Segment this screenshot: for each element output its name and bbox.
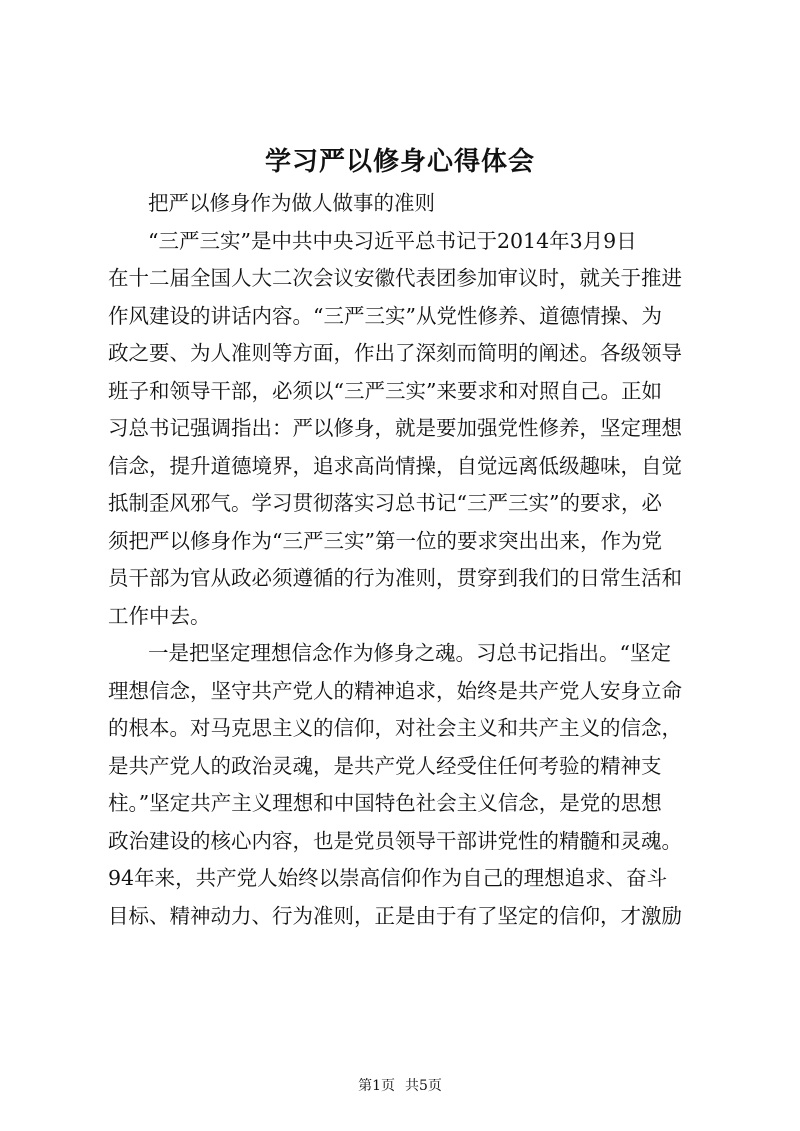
paragraph-line: 信念，提升道德境界，追求高尚情操，自觉远离低级趣味，自觉: [108, 453, 682, 478]
paragraph-line: 作风建设的讲话内容。“三严三实”从党性修养、道德情操、为: [108, 303, 662, 328]
paragraph-line: 班子和领导干部，必须以“三严三实”来要求和对照自己。正如: [108, 378, 662, 403]
page-number: 第1页: [358, 1078, 395, 1094]
paragraph-line: 柱。”坚定共产主义理想和中国特色社会主义信念，是党的思想: [108, 791, 662, 815]
paragraph-line: 政之要、为人准则等方面，作出了深刻而简明的阐述。各级领导: [108, 341, 682, 365]
paragraph-line: 理想信念，坚守共产党人的精神追求，始终是共产党人安身立命: [108, 678, 682, 703]
paragraph-line: 政治建设的核心内容，也是党员领导干部讲党性的精髓和灵魂。: [108, 828, 682, 853]
paragraph-line: 目标、精神动力、行为准则，正是由于有了坚定的信仰，才激励: [108, 903, 682, 928]
paragraph-line: 94年来，共产党人始终以崇高信仰作为自己的理想追求、奋斗: [108, 866, 668, 890]
subtitle-line: 把严以修身作为做人做事的准则: [148, 191, 435, 215]
paragraph-line: 一是把坚定理想信念作为修身之魂。习总书记指出。“坚定: [148, 641, 671, 665]
document-body: [108, 185, 708, 935]
page-total: 共5页: [405, 1078, 442, 1094]
paragraph-line: 员干部为官从政必须遵循的行为准则，贯穿到我们的日常生活和: [108, 566, 682, 590]
paragraph-line: 的根本。对马克思主义的信仰，对社会主义和共产主义的信念，: [108, 716, 682, 740]
paragraph-line: 在十二届全国人大二次会议安徽代表团参加审议时，就关于推进: [108, 266, 682, 290]
page-title: 学习严以修身心得体会: [264, 147, 535, 177]
paragraph-line: 须把严以修身作为“三严三实”第一位的要求突出出来，作为党: [108, 528, 662, 553]
page-footer: [0, 1076, 800, 1096]
paragraph-line: 是共产党人的政治灵魂，是共产党人经受住任何考验的精神支: [108, 753, 662, 778]
paragraph-line: 抵制歪风邪气。学习贯彻落实习总书记“三严三实”的要求，必: [108, 491, 662, 515]
paragraph-line: 习总书记强调指出：严以修身，就是要加强党性修养，坚定理想: [108, 416, 682, 440]
paragraph-line: 工作中去。: [108, 603, 211, 628]
paragraph-line: “三严三实”是中共中央习近平总书记于2014年3月9日: [148, 228, 637, 253]
